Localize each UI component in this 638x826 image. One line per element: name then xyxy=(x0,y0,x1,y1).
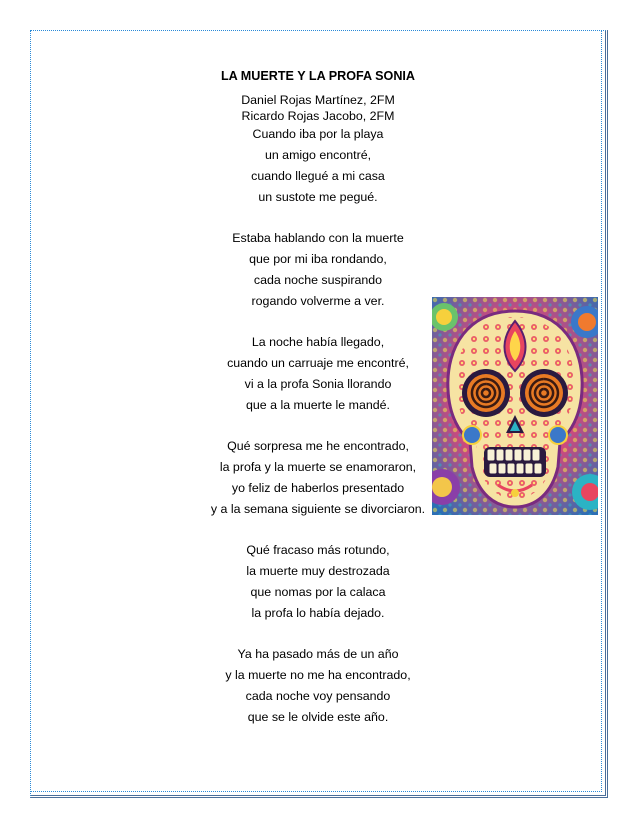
stanza xyxy=(200,644,436,728)
poem-line: La noche había llegado, xyxy=(251,335,385,350)
poem-line: cada noche suspirando xyxy=(253,273,383,288)
poem-line: que se le olvide este año. xyxy=(247,710,389,725)
poem-line: cuando un carruaje me encontré, xyxy=(227,356,409,371)
poem-line: Cuando iba por la playa xyxy=(252,127,384,142)
poem-line: Estaba hablando con la muerte xyxy=(232,231,404,246)
stanza xyxy=(200,228,436,312)
poem-line: que a la muerte le mandé. xyxy=(246,398,390,413)
poem-line: cuando llegué a mi casa xyxy=(251,169,385,184)
author-line: Daniel Rojas Martínez, 2FM xyxy=(241,92,395,107)
poem-line: un sustote me pegué. xyxy=(258,190,378,205)
poem-line: y a la semana siguiente se divorciaron. xyxy=(210,502,426,517)
poem-line: Qué fracaso más rotundo, xyxy=(246,543,390,558)
sugar-skull-illustration-icon xyxy=(432,297,598,515)
poem-line: la profa y la muerte se enamoraron, xyxy=(219,460,417,475)
stanza xyxy=(200,124,436,208)
poem-line: que por mi iba rondando, xyxy=(249,252,387,267)
author-line: Ricardo Rojas Jacobo, 2FM xyxy=(241,108,395,123)
poem-line: rogando volverme a ver. xyxy=(251,294,385,309)
stanza xyxy=(200,332,436,416)
poem-line: un amigo encontré, xyxy=(264,148,372,163)
poem-line: cada noche voy pensando xyxy=(245,689,391,704)
poem-line: Qué sorpresa me he encontrado, xyxy=(227,439,409,454)
stanza xyxy=(200,436,436,520)
stanza xyxy=(200,540,436,624)
poem-title: LA MUERTE Y LA PROFA SONIA xyxy=(220,69,416,83)
poem-line: que nomas por la calaca xyxy=(250,585,386,600)
poem-line: Ya ha pasado más de un año xyxy=(237,647,399,662)
poem-line: yo feliz de haberlos presentado xyxy=(231,481,405,496)
poem-line: la profa lo había dejado. xyxy=(251,606,385,621)
poem-line: y la muerte no me ha encontrado, xyxy=(225,668,411,683)
poem-line: la muerte muy destrozada xyxy=(246,564,390,579)
poem-line: vi a la profa Sonia llorando xyxy=(244,377,392,392)
poem xyxy=(200,67,436,728)
